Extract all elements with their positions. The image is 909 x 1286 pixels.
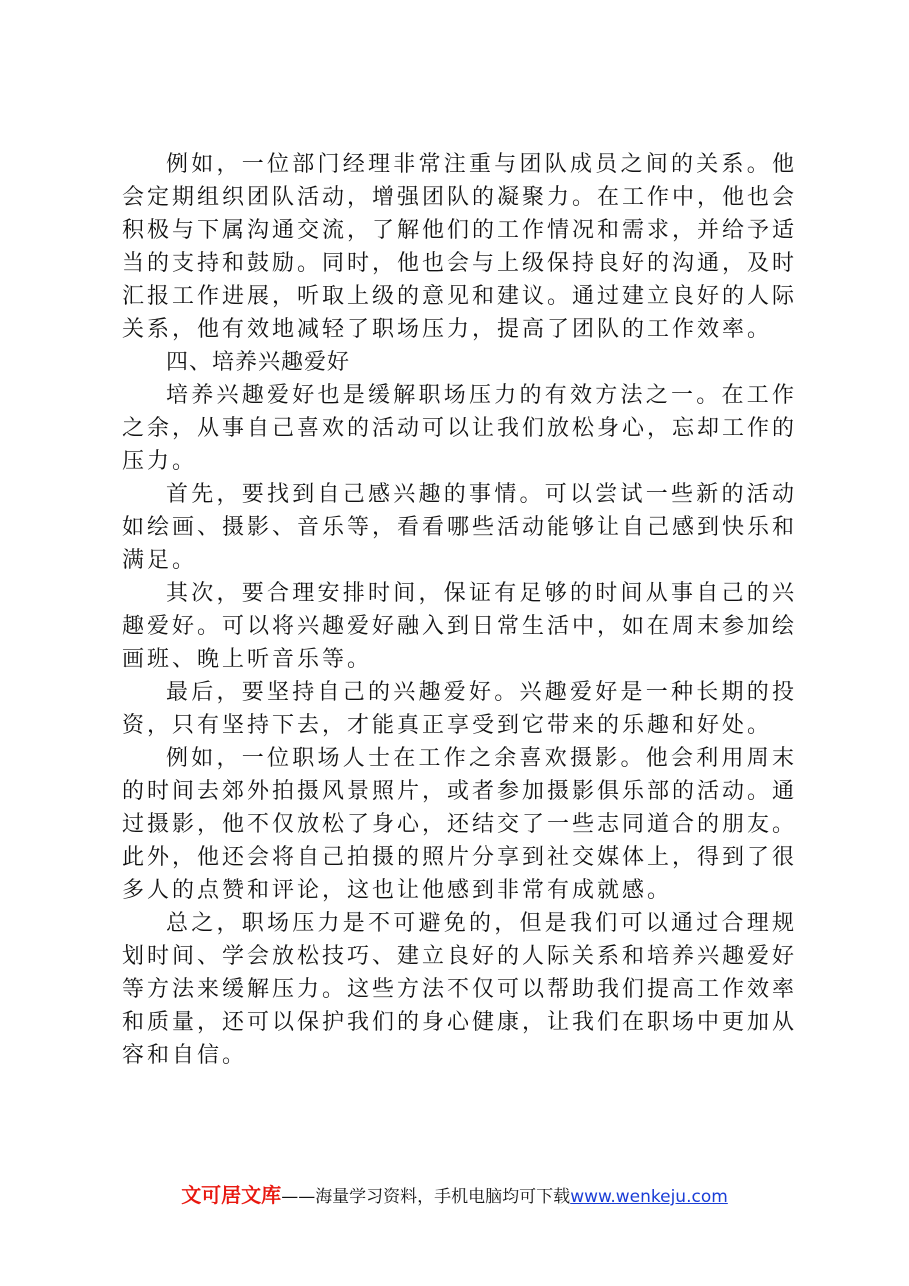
paragraph: 例如，一位职场人士在工作之余喜欢摄影。他会利用周末的时间去郊外拍摄风景照片，或者参加摄影俱乐部的活动。通过摄影，他不仅放松了身心，还结交了一些志同道合的朋友。此外，他还会将自己拍摄的照片分享到社交媒体上，得到了很多人的点赞和评论，这也让他感到非常有成就感。 <box>122 746 798 903</box>
section-heading: 四、培养兴趣爱好 <box>166 350 351 375</box>
paragraph: 总之，职场压力是不可避免的，但是我们可以通过合理规划时间、学会放松技巧、建立良好的人际关系和培养兴趣爱好等方法来缓解压力。这些方法不仅可以帮助我们提高工作效率和质量，还可以保护我们的身心健康，让我们在职场中更加从容和自信。 <box>122 911 798 1068</box>
paragraph: 其次，要合理安排时间，保证有足够的时间从事自己的兴趣爱好。可以将兴趣爱好融入到日常生活中，如在周末参加绘画班、晚上听音乐等。 <box>122 581 798 672</box>
footer-dash: —— <box>281 1187 316 1207</box>
document-body <box>122 148 797 1072</box>
paragraph: 例如，一位部门经理非常注重与团队成员之间的关系。他会定期组织团队活动，增强团队的凝聚力。在工作中，他也会积极与下属沟通交流，了解他们的工作情况和需求，并给予适当的支持和鼓励。同时，他也会与上级保持良好的沟通，及时汇报工作进展，听取上级的意见和建议。通过建立良好的人际关系，他有效地减轻了职场压力，提高了团队的工作效率。 <box>122 152 798 342</box>
footer-website-link[interactable]: www.wenkeju.com <box>570 1187 728 1207</box>
footer-brand: 文可居文库 <box>181 1183 282 1207</box>
footer-slogan: 海量学习资料，手机电脑均可下载 <box>315 1187 571 1207</box>
paragraph: 首先，要找到自己感兴趣的事情。可以尝试一些新的活动如绘画、摄影、音乐等，看看哪些活动能够让自己感到快乐和满足。 <box>122 482 798 573</box>
paragraph: 最后，要坚持自己的兴趣爱好。兴趣爱好是一种长期的投资，只有坚持下去，才能真正享受到它带来的乐趣和好处。 <box>122 680 797 738</box>
footer-banner <box>0 1182 909 1210</box>
paragraph: 培养兴趣爱好也是缓解职场压力的有效方法之一。在工作之余，从事自己喜欢的活动可以让我们放松身心，忘却工作的压力。 <box>122 383 798 474</box>
